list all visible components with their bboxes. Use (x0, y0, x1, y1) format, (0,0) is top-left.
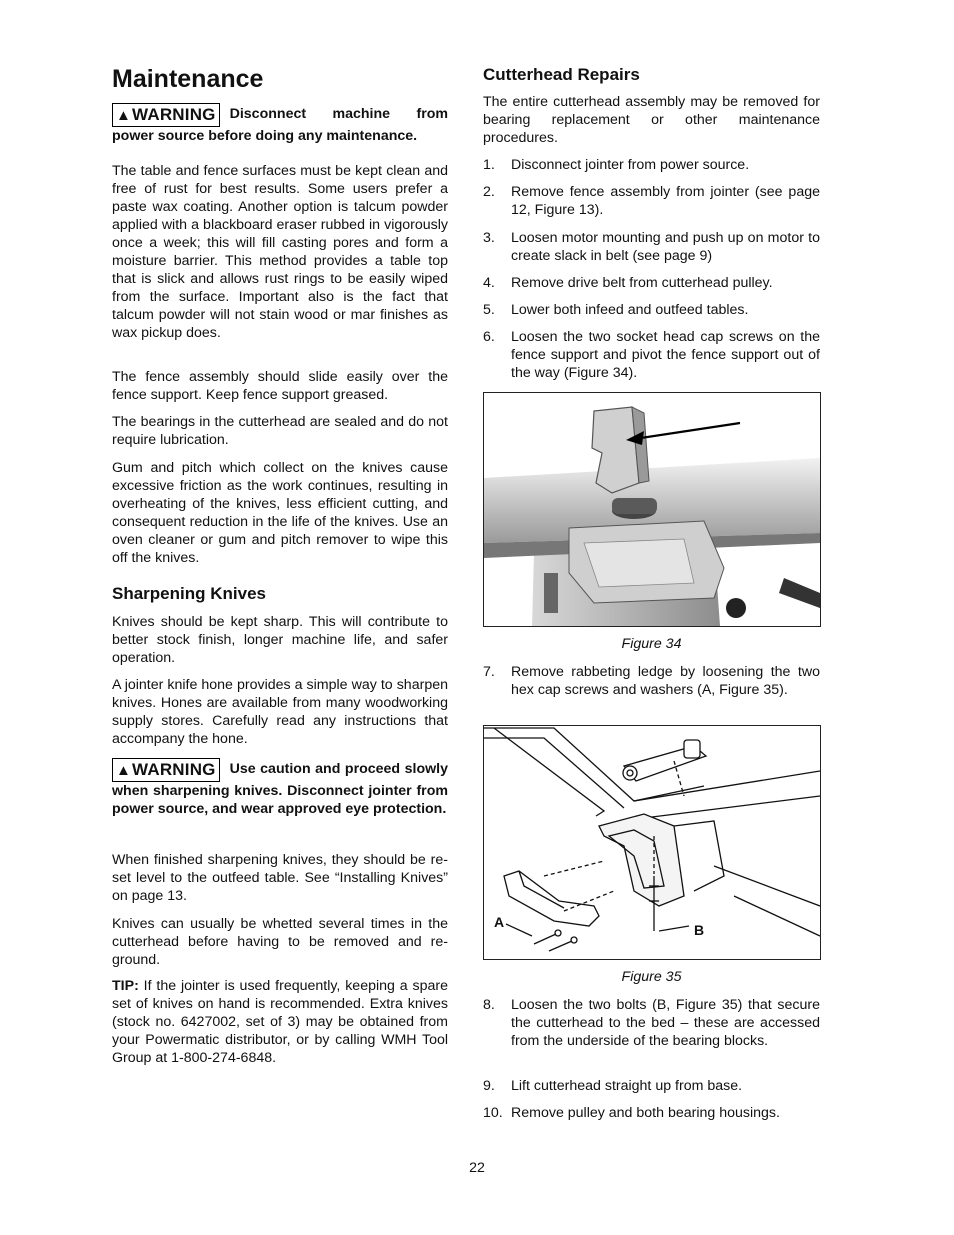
paragraph-sharp-knives: Knives should be kept sharp. This will contribute to better stock finish, longer machine life, and safer operation. (112, 614, 448, 666)
paragraph-bearings: The bearings in the cutterhead are sealed and do not require lubrication. (112, 414, 448, 448)
tip-label: TIP: (112, 978, 139, 994)
paragraph-tip (112, 977, 448, 1067)
warning-text: Disconnect machine from power source before doing any maintenance. (112, 106, 448, 144)
figure-34-photo (483, 392, 821, 627)
paragraph-hone: A jointer knife hone provides a simple way to sharpen knives. Hones are available from many woodworking supply stores. Carefully read any instructions that accompany the hone. (112, 677, 448, 747)
sharpening-heading: Sharpening Knives (112, 584, 266, 603)
tip-text: If the jointer is used frequently, keeping a spare set of knives on hand is recommended. Extra knives (stock no. 6427002, set of 3) may be obtained from your Powermatic distributor, or by calling WMH Tool Group at 1-800-274-6848. (112, 978, 448, 1066)
warning-badge: ▲WARNING (112, 758, 220, 782)
paragraph-reset-level: When finished sharpening knives, they should be re-set level to the outfeed table. See “Installing Knives” on page 13. (112, 852, 448, 904)
jointer-fence-support-image (484, 393, 820, 626)
rabbeting-ledge-diagram (484, 726, 820, 959)
warning-maintenance (112, 103, 448, 145)
figure-35-label-b: B (694, 922, 705, 938)
figure-35-label-a: A (494, 914, 505, 930)
warning-text: Use caution and proceed slowly when sharpening knives. Disconnect jointer from power source, and wear approved eye protection. (112, 761, 448, 817)
paragraph-cutterhead-intro: The entire cutterhead assembly may be removed for bearing replacement or other maintenance procedures. (483, 94, 820, 146)
figure-35-diagram (483, 725, 821, 960)
warning-triangle-icon: ▲ (116, 762, 132, 779)
figure-35-caption: Figure 35 (621, 969, 682, 985)
paragraph-gum-pitch: Gum and pitch which collect on the knives cause excessive friction as the work continues, resulting in overheating of the knives, less efficient cutting, and consequent reduction in the life of the knives. Use an oven cleaner or gum and pitch remover to wipe this off the knives. (112, 460, 448, 566)
figure-34-caption: Figure 34 (621, 636, 682, 652)
cutterhead-heading: Cutterhead Repairs (483, 65, 640, 84)
page-title: Maintenance (112, 65, 264, 93)
paragraph-fence: The fence assembly should slide easily over the fence support. Keep fence support greased. (112, 369, 448, 403)
page-number: 22 (469, 1160, 485, 1176)
warning-badge: ▲WARNING (112, 103, 220, 127)
warning-sharpening (112, 758, 448, 818)
warning-triangle-icon: ▲ (116, 107, 132, 124)
paragraph-table-care: The table and fence surfaces must be kept clean and free of rust for best results. Some users prefer a paste wax coating. Another option is talcum powder applied with a blackboard eraser rubbed in vigorously once a week; this will fill casting pores and form a moisture barrier. This method provides a table top that is slick and allows rust rings to be easily wiped from the surface. Important also is the fact that talcum powder will not stain wood or mar finishes as wax pickup does. (112, 163, 448, 341)
paragraph-whetted: Knives can usually be whetted several times in the cutterhead before having to be removed and re-ground. (112, 916, 448, 968)
